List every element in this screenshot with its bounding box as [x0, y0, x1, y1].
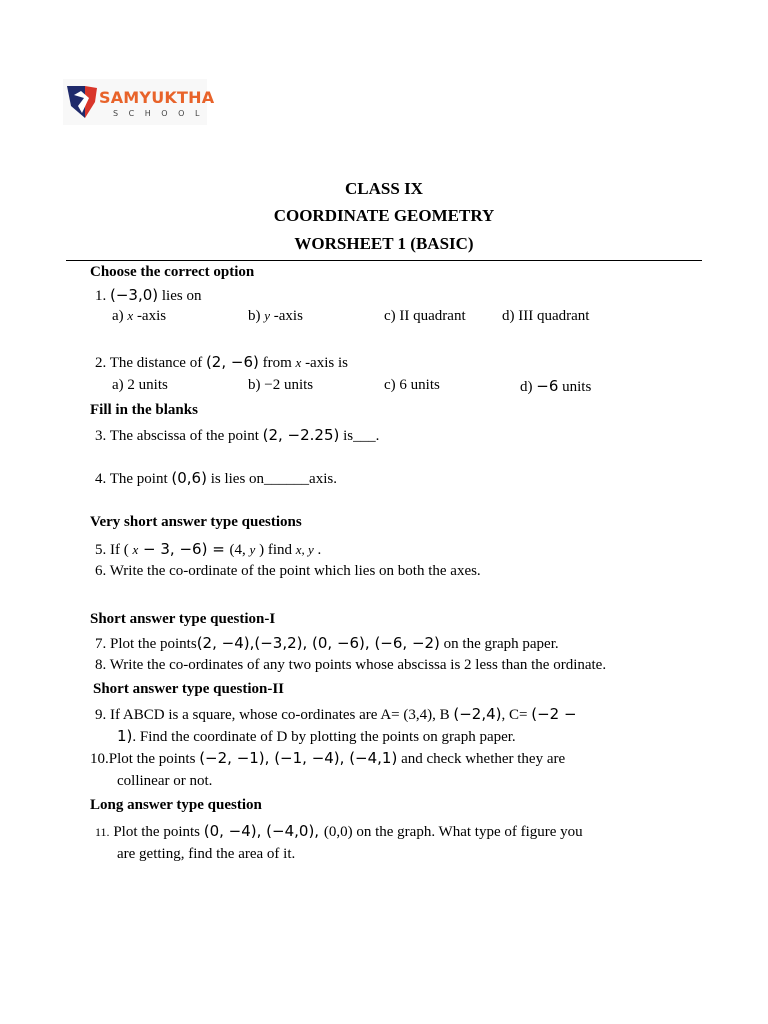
q11-points: (0, −4), (−4,0),: [203, 822, 324, 840]
question-7: 7. Plot the points(2, −4),(−3,2), (0, −6), (−6, −2) on the graph paper.: [95, 634, 559, 652]
question-11: 11. Plot the points (0, −4), (−4,0), (0,0) on the graph. What type of figure you: [95, 822, 583, 840]
section-fill-blanks: Fill in the blanks: [90, 402, 198, 418]
question-9: 9. If ABCD is a square, whose co-ordinates are A= (3,4), B (−2,4), C= (−2 −: [95, 705, 577, 723]
q1-point: (−3,0): [110, 286, 159, 304]
q1-option-d: d) III quadrant: [502, 308, 590, 324]
question-1: [95, 286, 201, 305]
q7-points: (2, −4),(−3,2), (0, −6), (−6, −2): [196, 634, 440, 652]
question-2: 2. The distance of (2, −6) from x -axis is: [95, 353, 348, 371]
q4-point: (0,6): [171, 469, 207, 487]
worksheet-title: WORSHEET 1 (BASIC): [294, 234, 474, 253]
section-mcq: Choose the correct option: [90, 264, 255, 280]
logo-name: SAMYUKTHA: [99, 88, 215, 107]
question-11-line-2: are getting, find the area of it.: [117, 846, 296, 862]
question-10-line-2: collinear or not.: [117, 773, 213, 789]
section-short-2: Short answer type question-II: [93, 681, 284, 697]
q9-point-b: (−2,4): [453, 705, 502, 723]
q2-point: (2, −6): [205, 353, 259, 371]
logo-subtitle: S C H O O L: [113, 109, 204, 118]
question-5: 5. If ( x − 3, −6) = (4, y ) find x, y .: [95, 540, 322, 558]
shield-icon: [65, 82, 99, 122]
question-9-line-2: 1). Find the coordinate of D by plotting the points on graph paper.: [117, 727, 516, 745]
q1-text: lies on: [158, 288, 202, 304]
q1-option-a: a) x -axis: [112, 308, 167, 324]
q9-point-c: (−2 −: [531, 705, 577, 723]
header-rule: [66, 260, 702, 261]
question-4: 4. The point (0,6) is lies on______axis.: [95, 469, 337, 487]
q2-option-d: d) −6 units: [520, 377, 592, 395]
question-6: 6. Write the co-ordinate of the point which lies on both the axes.: [95, 563, 481, 579]
q2-option-c: c) 6 units: [384, 377, 440, 393]
class-title: CLASS IX: [345, 179, 423, 198]
q2-option-a: a) 2 units: [112, 377, 168, 393]
section-short-1: Short answer type question-I: [90, 611, 276, 627]
q3-point: (2, −2.25): [262, 426, 340, 444]
question-8: 8. Write the co-ordinates of any two points whose abscissa is 2 less than the ordinate.: [95, 657, 607, 673]
question-10: 10.Plot the points (−2, −1), (−1, −4), (−4,1) and check whether they are: [90, 749, 566, 767]
section-very-short: Very short answer type questions: [90, 514, 302, 530]
q1-option-c: c) II quadrant: [384, 308, 466, 324]
section-long: Long answer type question: [90, 797, 262, 813]
q10-points: (−2, −1), (−1, −4), (−4,1): [199, 749, 398, 767]
q2-option-b: b) −2 units: [248, 377, 314, 393]
question-3: 3. The abscissa of the point (2, −2.25) is___.: [95, 426, 380, 444]
school-logo: [63, 79, 215, 125]
q1-option-b: b) y -axis: [248, 308, 303, 324]
q1-number: 1.: [95, 288, 107, 304]
chapter-title: COORDINATE GEOMETRY: [273, 206, 495, 225]
